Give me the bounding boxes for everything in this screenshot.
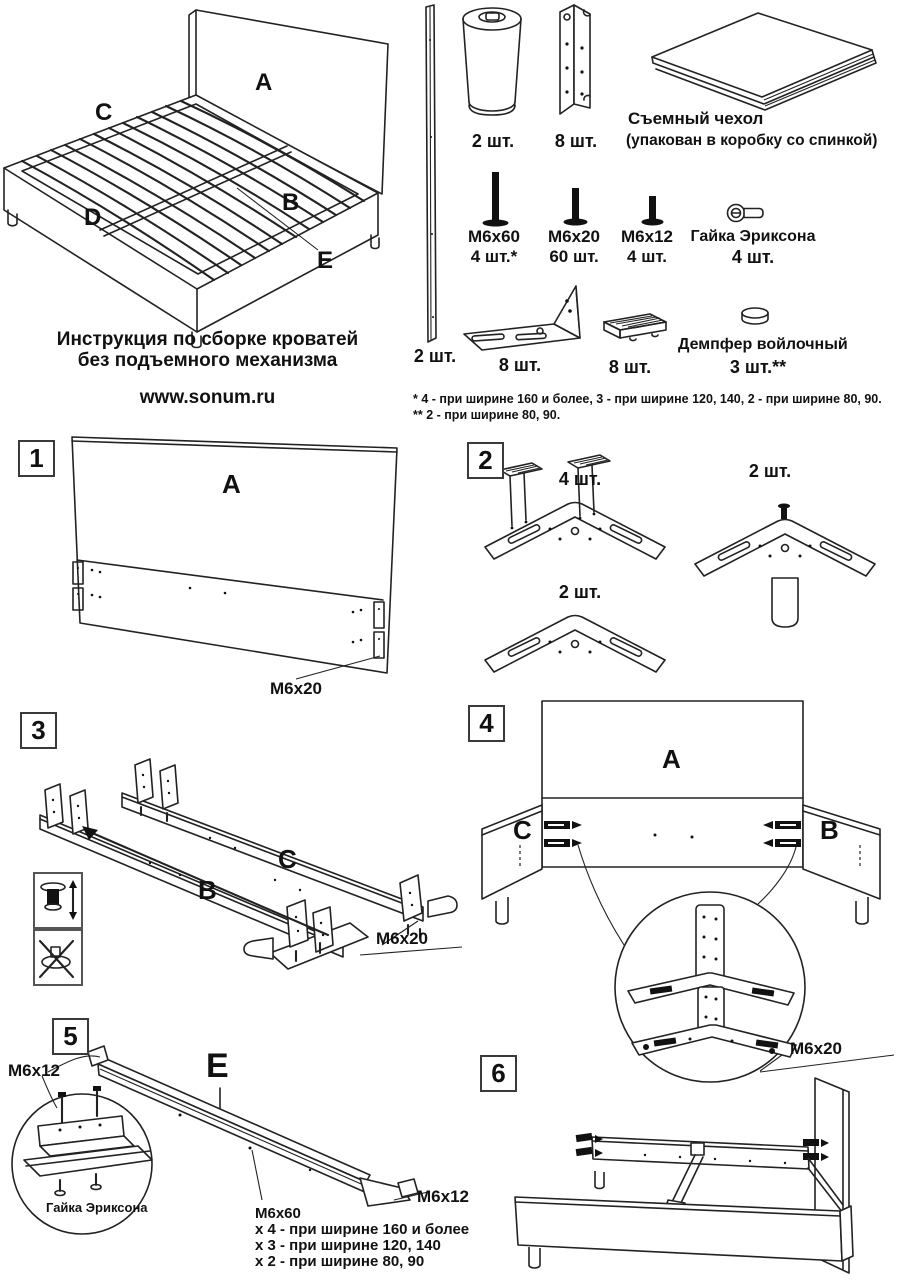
step-3-fastener-label: M6x20 bbox=[376, 929, 428, 948]
step-5-fastener-left: M6x12 bbox=[8, 1061, 60, 1080]
step-5-note-title: M6x60 bbox=[255, 1205, 301, 1222]
step-4-fastener-label: M6x20 bbox=[790, 1039, 842, 1058]
bolt-m6x60-qty: 4 шт.* bbox=[470, 247, 518, 266]
cover-icon bbox=[640, 5, 888, 117]
step-2-qty-pads: 4 шт. bbox=[558, 469, 602, 489]
step-5-label-e: E bbox=[206, 1047, 229, 1085]
bed-label-e: E bbox=[317, 247, 334, 274]
bolt-m6x60-label: M6x60 bbox=[468, 227, 520, 246]
erikson-nut-name: Гайка Эриксона bbox=[690, 228, 816, 245]
felt-damper-name: Демпфер войлочный bbox=[678, 336, 848, 353]
step-5-number: 5 bbox=[52, 1018, 89, 1055]
erikson-nut-icon bbox=[726, 202, 768, 226]
website-url: www.sonum.ru bbox=[139, 387, 276, 408]
step-3-label-c: C bbox=[278, 844, 297, 874]
felt-damper-qty: 3 шт.** bbox=[729, 357, 787, 377]
erikson-nut-qty: 4 шт. bbox=[731, 247, 775, 267]
bolt-m6x20-label: M6x20 bbox=[548, 227, 600, 246]
footnote-1: * 4 - при ширине 160 и более, 3 - при ширине 120, 140, 2 - при ширине 80, 90. bbox=[413, 392, 882, 406]
footnote-2: ** 2 - при ширине 80, 90. bbox=[413, 408, 561, 422]
step-5-notes bbox=[255, 1206, 469, 1270]
cover-name: Съемный чехол bbox=[628, 109, 764, 128]
leg-icon bbox=[460, 4, 526, 122]
bed-label-b: B bbox=[282, 189, 300, 216]
step-4-label-b: B bbox=[820, 815, 839, 845]
bolt-m6x60-icon bbox=[478, 170, 514, 232]
angle-bracket-icon bbox=[544, 2, 606, 120]
step-2-number: 2 bbox=[467, 442, 504, 479]
bolt-m6x12-qty: 4 шт. bbox=[627, 247, 667, 266]
bed-label-a: A bbox=[255, 69, 273, 96]
adjustable-leg-icon bbox=[35, 874, 81, 927]
bed-overview-diagram bbox=[0, 0, 412, 352]
step-6-number: 6 bbox=[480, 1055, 517, 1092]
step-4-label-a: A bbox=[662, 744, 681, 774]
bolt-m6x20-qty: 60 шт. bbox=[549, 247, 599, 266]
step-3-diagram bbox=[20, 735, 465, 1003]
step-2-qty-leg-plates: 2 шт. bbox=[748, 461, 792, 481]
bolt-m6x20-icon bbox=[560, 186, 592, 232]
step-1-part-label: A bbox=[222, 469, 241, 499]
crossed-leg-icon bbox=[35, 931, 81, 984]
step-1-fastener-label: M6x20 bbox=[270, 679, 322, 698]
long-slat-icon bbox=[418, 2, 444, 347]
step-5-note-2: x 3 - при ширине 120, 140 bbox=[255, 1237, 441, 1254]
corner-detail bbox=[628, 905, 796, 1057]
step-2-diagram bbox=[460, 450, 900, 685]
step-3-label-b: B bbox=[198, 875, 217, 905]
damper-pad-qty: 8 шт. bbox=[608, 357, 652, 377]
page-title bbox=[50, 330, 365, 372]
bed-label-c: C bbox=[95, 99, 113, 126]
step-3-number: 3 bbox=[20, 712, 57, 749]
felt-damper-icon bbox=[738, 306, 774, 328]
step-2-qty-plain-plates: 2 шт. bbox=[558, 582, 602, 602]
nut-detail bbox=[24, 1086, 152, 1196]
leg-adjust-note-box bbox=[33, 872, 83, 929]
step-5-note-1: x 4 - при ширине 160 и более bbox=[255, 1221, 470, 1238]
step-5-fastener-right: M6x12 bbox=[417, 1187, 469, 1206]
step-5-note-3: x 2 - при ширине 80, 90 bbox=[255, 1253, 425, 1270]
corner-bracket-icon bbox=[458, 276, 598, 358]
cover-note: (упакован в коробку со спинкой) bbox=[626, 132, 878, 149]
title-line-2: без подъемного механизма bbox=[77, 349, 338, 371]
leg-qty: 2 шт. bbox=[471, 131, 515, 151]
damper-pad-icon bbox=[600, 310, 670, 348]
step-6-diagram bbox=[505, 1075, 900, 1280]
angle-bracket-qty: 8 шт. bbox=[554, 131, 598, 151]
step-4-number: 4 bbox=[468, 705, 505, 742]
long-slat-qty: 2 шт. bbox=[413, 346, 457, 366]
title-line-1: Инструкция по сборке кроватей bbox=[56, 329, 359, 350]
corner-bracket-qty: 8 шт. bbox=[498, 355, 542, 375]
step-1-number: 1 bbox=[18, 440, 55, 477]
leg-no-unscrew-box bbox=[33, 929, 83, 986]
bed-label-d: D bbox=[84, 204, 102, 231]
step-4-label-c: C bbox=[513, 815, 532, 845]
step-5-nut-label: Гайка Эриксона bbox=[46, 1200, 148, 1215]
bolt-m6x12-label: M6x12 bbox=[621, 227, 673, 246]
